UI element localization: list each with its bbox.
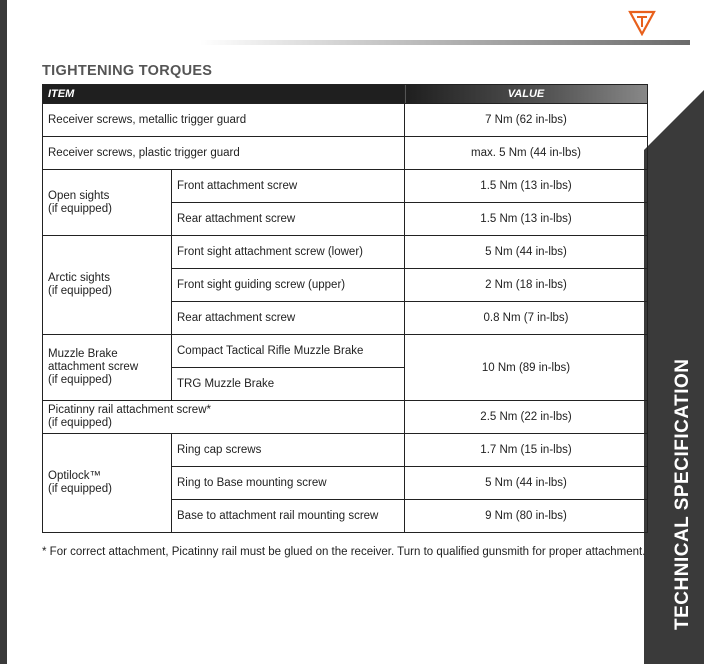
column-header-item: ITEM <box>43 85 405 104</box>
value-cell: 7 Nm (62 in-lbs) <box>405 104 648 137</box>
group-label: attachment screw <box>48 361 139 373</box>
item-cell: Receiver screws, metallic trigger guard <box>43 104 405 137</box>
value-cell: 0.8 Nm (7 in-lbs) <box>405 302 648 335</box>
value-cell: 5 Nm (44 in-lbs) <box>405 236 648 269</box>
group-note: (if equipped) <box>48 202 112 215</box>
value-cell: 1.5 Nm (13 in-lbs) <box>405 203 648 236</box>
group-note: (if equipped) <box>48 374 112 386</box>
footnote: * For correct attachment, Picatinny rail must be glued on the receiver. Turn to qualified gunsmith for proper attachment. <box>42 546 646 558</box>
table-row <box>43 434 648 467</box>
item-cell: Front sight attachment screw (lower) <box>172 236 405 269</box>
item-cell <box>43 401 405 434</box>
value-cell: 2.5 Nm (22 in-lbs) <box>405 401 648 434</box>
item-cell: Rear attachment screw <box>172 203 405 236</box>
item-cell: Ring to Base mounting screw <box>172 467 405 500</box>
group-cell <box>43 335 172 401</box>
group-label: Open sights <box>48 189 110 202</box>
table-row <box>43 401 648 434</box>
table-header <box>43 85 648 104</box>
page-title: TIGHTENING TORQUES <box>42 63 213 79</box>
torque-table <box>42 84 648 533</box>
header-rule <box>200 40 690 45</box>
value-cell: max. 5 Nm (44 in-lbs) <box>405 137 648 170</box>
value-cell: 2 Nm (18 in-lbs) <box>405 269 648 302</box>
value-cell: 10 Nm (89 in-lbs) <box>405 335 648 401</box>
group-cell <box>43 170 172 236</box>
item-cell: TRG Muzzle Brake <box>172 368 405 401</box>
item-cell: Front sight guiding screw (upper) <box>172 269 405 302</box>
side-section-label: TECHNICAL SPECIFICATION <box>672 358 693 630</box>
table-row <box>43 335 648 368</box>
group-note: (if equipped) <box>48 483 112 495</box>
group-cell <box>43 434 172 533</box>
table-row <box>43 137 648 170</box>
item-cell: Ring cap screws <box>172 434 405 467</box>
value-cell: 9 Nm (80 in-lbs) <box>405 500 648 533</box>
table-row <box>43 104 648 137</box>
table-row <box>43 170 648 203</box>
column-header-value: VALUE <box>405 85 648 104</box>
item-note: (if equipped) <box>48 417 112 429</box>
item-cell: Rear attachment screw <box>172 302 405 335</box>
item-cell: Front attachment screw <box>172 170 405 203</box>
value-cell: 5 Nm (44 in-lbs) <box>405 467 648 500</box>
value-cell: 1.5 Nm (13 in-lbs) <box>405 170 648 203</box>
item-cell: Receiver screws, plastic trigger guard <box>43 137 405 170</box>
value-cell: 1.7 Nm (15 in-lbs) <box>405 434 648 467</box>
table-row <box>43 236 648 269</box>
group-note: (if equipped) <box>48 285 112 297</box>
group-cell <box>43 236 172 335</box>
item-cell: Compact Tactical Rifle Muzzle Brake <box>172 335 405 368</box>
group-label: Arctic sights <box>48 272 110 284</box>
item-cell: Base to attachment rail mounting screw <box>172 500 405 533</box>
group-label: Muzzle Brake <box>48 348 118 360</box>
page-edge-bar <box>0 0 7 664</box>
item-label: Picatinny rail attachment screw* <box>48 404 211 416</box>
group-label: Optilock™ <box>48 470 102 482</box>
